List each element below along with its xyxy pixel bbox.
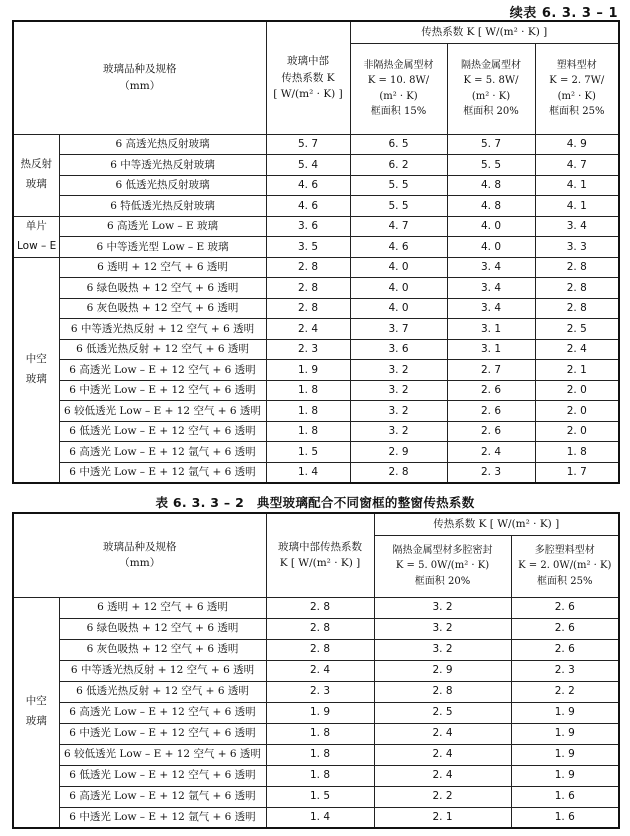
center-k-value: 2. 8 bbox=[266, 618, 374, 639]
table-row bbox=[13, 723, 619, 744]
glass-spec-cell: 6 高透光热反射玻璃 bbox=[59, 134, 266, 155]
k-plastic-value: 1. 8 bbox=[535, 442, 619, 463]
table-row bbox=[13, 237, 619, 258]
k-nonthermal-metal-value: 3. 2 bbox=[350, 401, 447, 422]
center-k-value: 4. 6 bbox=[266, 196, 350, 217]
k-plastic-value: 3. 3 bbox=[535, 237, 619, 258]
glass-spec-cell: 6 高透光 Low – E + 12 空气 + 6 透明 bbox=[59, 360, 266, 381]
glass-spec-cell: 6 中等透光热反射玻璃 bbox=[59, 155, 266, 176]
glass-spec-cell: 6 低透光热反射玻璃 bbox=[59, 175, 266, 196]
center-k-value: 1. 8 bbox=[266, 380, 350, 401]
glass-spec-cell: 6 高透光 Low – E + 12 氩气 + 6 透明 bbox=[59, 786, 266, 807]
center-k-value: 1. 4 bbox=[266, 807, 374, 828]
center-k-value: 2. 8 bbox=[266, 298, 350, 319]
k-plastic-value: 4. 7 bbox=[535, 155, 619, 176]
center-k-value: 1. 8 bbox=[266, 401, 350, 422]
table1-header-row-1 bbox=[13, 21, 619, 43]
k-multicavity-plastic-value: 2. 6 bbox=[511, 639, 619, 660]
k-plastic-value: 2. 8 bbox=[535, 278, 619, 299]
k-thermal-metal-value: 4. 8 bbox=[447, 196, 535, 217]
k-thermal-metal-value: 4. 8 bbox=[447, 175, 535, 196]
table-row bbox=[13, 175, 619, 196]
k-thermal-metal-value: 2. 3 bbox=[447, 462, 535, 483]
center-k-header: 玻璃中部传热系数 K [ W/(m² · K) ] bbox=[266, 513, 374, 597]
table-row bbox=[13, 257, 619, 278]
table-row bbox=[13, 702, 619, 723]
table-row bbox=[13, 421, 619, 442]
table-row bbox=[13, 765, 619, 786]
center-k-value: 1. 8 bbox=[266, 765, 374, 786]
glass-spec-cell: 6 特低透光热反射玻璃 bbox=[59, 196, 266, 217]
group-single-low-e: 单片 Low – E bbox=[13, 216, 59, 257]
center-k-value: 4. 6 bbox=[266, 175, 350, 196]
table-row bbox=[13, 298, 619, 319]
k-thermal-metal-value: 5. 7 bbox=[447, 134, 535, 155]
glass-spec-cell: 6 中透光 Low – E + 12 空气 + 6 透明 bbox=[59, 380, 266, 401]
k-thermal-metal-value: 2. 6 bbox=[447, 421, 535, 442]
k-thermal-metal-multicavity-value: 2. 4 bbox=[374, 723, 511, 744]
glass-spec-cell: 6 中透光 Low – E + 12 氩气 + 6 透明 bbox=[59, 807, 266, 828]
k-plastic-value: 2. 1 bbox=[535, 360, 619, 381]
k-thermal-metal-value: 3. 1 bbox=[447, 319, 535, 340]
k-thermal-metal-multicavity-value: 2. 8 bbox=[374, 681, 511, 702]
k-thermal-metal-value: 2. 6 bbox=[447, 380, 535, 401]
table-row bbox=[13, 339, 619, 360]
glass-spec-header: 玻璃品种及规格 （mm） bbox=[13, 21, 266, 134]
glass-spec-cell: 6 灰色吸热 + 12 空气 + 6 透明 bbox=[59, 639, 266, 660]
frame-multicavity-plastic-header: 多腔塑料型材 K = 2. 0W/(m² · K) 框面积 25% bbox=[511, 535, 619, 597]
center-k-value: 2. 4 bbox=[266, 660, 374, 681]
k-thermal-metal-value: 2. 6 bbox=[447, 401, 535, 422]
center-k-value: 2. 8 bbox=[266, 639, 374, 660]
k-plastic-value: 3. 4 bbox=[535, 216, 619, 237]
glass-spec-cell: 6 高透光 Low – E + 12 氩气 + 6 透明 bbox=[59, 442, 266, 463]
glass-spec-cell: 6 低透光 Low – E + 12 空气 + 6 透明 bbox=[59, 421, 266, 442]
table2-header-row-1 bbox=[13, 513, 619, 535]
table-row bbox=[13, 196, 619, 217]
glass-spec-cell: 6 低透光热反射 + 12 空气 + 6 透明 bbox=[59, 681, 266, 702]
k-nonthermal-metal-value: 2. 9 bbox=[350, 442, 447, 463]
table-row bbox=[13, 319, 619, 340]
glass-spec-cell: 6 高透光 Low – E 玻璃 bbox=[59, 216, 266, 237]
group-insulating-glass: 中空 玻璃 bbox=[13, 257, 59, 483]
k-plastic-value: 2. 5 bbox=[535, 319, 619, 340]
table-row bbox=[13, 807, 619, 828]
k-nonthermal-metal-value: 4. 7 bbox=[350, 216, 447, 237]
k-nonthermal-metal-value: 6. 5 bbox=[350, 134, 447, 155]
group-heat-reflective: 热反射 玻璃 bbox=[13, 134, 59, 216]
glass-spec-cell: 6 中等透光型 Low – E 玻璃 bbox=[59, 237, 266, 258]
frame-nonthermal-metal-header: 非隔热金属型材 K = 10. 8W/ (m² · K) 框面积 15% bbox=[350, 43, 447, 134]
center-k-value: 2. 4 bbox=[266, 319, 350, 340]
k-plastic-value: 2. 0 bbox=[535, 380, 619, 401]
k-multicavity-plastic-value: 2. 6 bbox=[511, 618, 619, 639]
k-thermal-metal-value: 4. 0 bbox=[447, 237, 535, 258]
center-k-value: 5. 7 bbox=[266, 134, 350, 155]
group-insulating-glass: 中空 玻璃 bbox=[13, 597, 59, 828]
k-plastic-value: 1. 7 bbox=[535, 462, 619, 483]
center-k-value: 5. 4 bbox=[266, 155, 350, 176]
table-row bbox=[13, 639, 619, 660]
table2-caption: 表 6. 3. 3 – 2 典型玻璃配合不同窗框的整窗传热系数 bbox=[155, 495, 475, 510]
center-k-value: 1. 9 bbox=[266, 360, 350, 381]
k-thermal-metal-value: 3. 4 bbox=[447, 257, 535, 278]
k-multicavity-plastic-value: 1. 9 bbox=[511, 723, 619, 744]
glass-spec-header: 玻璃品种及规格 （mm） bbox=[13, 513, 266, 597]
k-thermal-metal-multicavity-value: 3. 2 bbox=[374, 618, 511, 639]
k-thermal-metal-multicavity-value: 2. 5 bbox=[374, 702, 511, 723]
k-plastic-value: 2. 0 bbox=[535, 421, 619, 442]
k-multicavity-plastic-value: 1. 6 bbox=[511, 786, 619, 807]
k-thermal-metal-multicavity-value: 2. 4 bbox=[374, 765, 511, 786]
k-thermal-metal-value: 2. 7 bbox=[447, 360, 535, 381]
glass-spec-cell: 6 中透光 Low – E + 12 空气 + 6 透明 bbox=[59, 723, 266, 744]
k-thermal-metal-value: 3. 4 bbox=[447, 298, 535, 319]
table-row bbox=[13, 744, 619, 765]
k-thermal-metal-value: 2. 4 bbox=[447, 442, 535, 463]
table-row bbox=[13, 360, 619, 381]
glass-spec-cell: 6 透明 + 12 空气 + 6 透明 bbox=[59, 257, 266, 278]
glass-spec-cell: 6 较低透光 Low – E + 12 空气 + 6 透明 bbox=[59, 401, 266, 422]
table-row bbox=[13, 401, 619, 422]
center-k-value: 3. 5 bbox=[266, 237, 350, 258]
k-nonthermal-metal-value: 3. 2 bbox=[350, 380, 447, 401]
center-k-value: 1. 9 bbox=[266, 702, 374, 723]
typical-glass-window-k-table bbox=[12, 512, 620, 829]
table-row bbox=[13, 660, 619, 681]
k-thermal-metal-multicavity-value: 3. 2 bbox=[374, 639, 511, 660]
table-row bbox=[13, 597, 619, 618]
center-k-value: 1. 8 bbox=[266, 744, 374, 765]
k-thermal-metal-multicavity-value: 3. 2 bbox=[374, 597, 511, 618]
glass-spec-cell: 6 中透光 Low – E + 12 氩气 + 6 透明 bbox=[59, 462, 266, 483]
glass-spec-cell: 6 绿色吸热 + 12 空气 + 6 透明 bbox=[59, 618, 266, 639]
k-thermal-metal-value: 5. 5 bbox=[447, 155, 535, 176]
frame-plastic-header: 塑料型材 K = 2. 7W/ (m² · K) 框面积 25% bbox=[535, 43, 619, 134]
k-multicavity-plastic-value: 1. 9 bbox=[511, 744, 619, 765]
glass-spec-cell: 6 高透光 Low – E + 12 空气 + 6 透明 bbox=[59, 702, 266, 723]
center-k-value: 2. 8 bbox=[266, 278, 350, 299]
table-row bbox=[13, 380, 619, 401]
frame-thermal-metal-multicavity-header: 隔热金属型材多腔密封 K = 5. 0W/(m² · K) 框面积 20% bbox=[374, 535, 511, 597]
center-k-value: 2. 8 bbox=[266, 257, 350, 278]
table-row bbox=[13, 786, 619, 807]
center-k-value: 1. 5 bbox=[266, 442, 350, 463]
center-k-value: 1. 5 bbox=[266, 786, 374, 807]
k-plastic-value: 2. 0 bbox=[535, 401, 619, 422]
center-k-value: 1. 8 bbox=[266, 723, 374, 744]
center-k-value: 3. 6 bbox=[266, 216, 350, 237]
center-k-value: 2. 3 bbox=[266, 681, 374, 702]
k-nonthermal-metal-value: 3. 6 bbox=[350, 339, 447, 360]
k-nonthermal-metal-value: 4. 0 bbox=[350, 278, 447, 299]
glass-spec-cell: 6 低透光热反射 + 12 空气 + 6 透明 bbox=[59, 339, 266, 360]
glass-spec-cell: 6 中等透光热反射 + 12 空气 + 6 透明 bbox=[59, 319, 266, 340]
k-thermal-metal-value: 3. 4 bbox=[447, 278, 535, 299]
center-k-value: 1. 4 bbox=[266, 462, 350, 483]
glass-window-k-table-continued bbox=[12, 20, 620, 484]
k-nonthermal-metal-value: 2. 8 bbox=[350, 462, 447, 483]
table-row bbox=[13, 134, 619, 155]
k-nonthermal-metal-value: 5. 5 bbox=[350, 175, 447, 196]
k-thermal-metal-multicavity-value: 2. 1 bbox=[374, 807, 511, 828]
k-group-header: 传热系数 K [ W/(m² · K) ] bbox=[350, 21, 619, 43]
k-nonthermal-metal-value: 6. 2 bbox=[350, 155, 447, 176]
continued-table-label: 续表 6. 3. 3 – 1 bbox=[509, 6, 618, 21]
k-nonthermal-metal-value: 4. 6 bbox=[350, 237, 447, 258]
frame-thermal-metal-header: 隔热金属型材 K = 5. 8W/ (m² · K) 框面积 20% bbox=[447, 43, 535, 134]
center-k-value: 2. 8 bbox=[266, 597, 374, 618]
glass-spec-cell: 6 灰色吸热 + 12 空气 + 6 透明 bbox=[59, 298, 266, 319]
table-row bbox=[13, 155, 619, 176]
k-multicavity-plastic-value: 1. 6 bbox=[511, 807, 619, 828]
k-thermal-metal-multicavity-value: 2. 2 bbox=[374, 786, 511, 807]
table-row bbox=[13, 278, 619, 299]
k-thermal-metal-value: 3. 1 bbox=[447, 339, 535, 360]
k-thermal-metal-value: 4. 0 bbox=[447, 216, 535, 237]
k-nonthermal-metal-value: 3. 2 bbox=[350, 421, 447, 442]
k-nonthermal-metal-value: 4. 0 bbox=[350, 298, 447, 319]
k-multicavity-plastic-value: 1. 9 bbox=[511, 702, 619, 723]
table-row bbox=[13, 442, 619, 463]
k-multicavity-plastic-value: 2. 3 bbox=[511, 660, 619, 681]
k-multicavity-plastic-value: 1. 9 bbox=[511, 765, 619, 786]
center-k-header: 玻璃中部 传热系数 K [ W/(m² · K) ] bbox=[266, 21, 350, 134]
glass-spec-cell: 6 低透光 Low – E + 12 空气 + 6 透明 bbox=[59, 765, 266, 786]
k-nonthermal-metal-value: 4. 0 bbox=[350, 257, 447, 278]
center-k-value: 1. 8 bbox=[266, 421, 350, 442]
k-multicavity-plastic-value: 2. 2 bbox=[511, 681, 619, 702]
k-plastic-value: 2. 8 bbox=[535, 298, 619, 319]
k-plastic-value: 4. 1 bbox=[535, 175, 619, 196]
glass-spec-cell: 6 透明 + 12 空气 + 6 透明 bbox=[59, 597, 266, 618]
k-nonthermal-metal-value: 3. 7 bbox=[350, 319, 447, 340]
glass-spec-cell: 6 较低透光 Low – E + 12 空气 + 6 透明 bbox=[59, 744, 266, 765]
k-thermal-metal-multicavity-value: 2. 4 bbox=[374, 744, 511, 765]
table-row bbox=[13, 618, 619, 639]
table-row bbox=[13, 681, 619, 702]
glass-spec-cell: 6 中等透光热反射 + 12 空气 + 6 透明 bbox=[59, 660, 266, 681]
table-row bbox=[13, 216, 619, 237]
k-plastic-value: 2. 8 bbox=[535, 257, 619, 278]
table-row bbox=[13, 462, 619, 483]
k-thermal-metal-multicavity-value: 2. 9 bbox=[374, 660, 511, 681]
k-group-header: 传热系数 K [ W/(m² · K) ] bbox=[374, 513, 619, 535]
center-k-value: 2. 3 bbox=[266, 339, 350, 360]
k-plastic-value: 2. 4 bbox=[535, 339, 619, 360]
k-plastic-value: 4. 1 bbox=[535, 196, 619, 217]
k-plastic-value: 4. 9 bbox=[535, 134, 619, 155]
k-nonthermal-metal-value: 5. 5 bbox=[350, 196, 447, 217]
glass-spec-cell: 6 绿色吸热 + 12 空气 + 6 透明 bbox=[59, 278, 266, 299]
k-multicavity-plastic-value: 2. 6 bbox=[511, 597, 619, 618]
k-nonthermal-metal-value: 3. 2 bbox=[350, 360, 447, 381]
